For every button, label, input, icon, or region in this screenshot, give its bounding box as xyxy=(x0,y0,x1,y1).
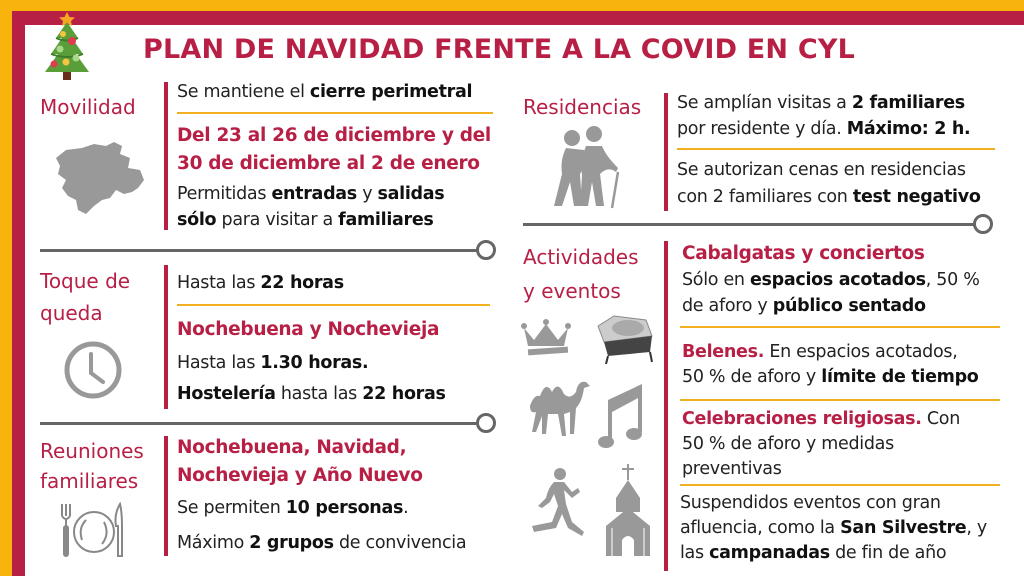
castilla-leon-map-icon xyxy=(52,140,146,218)
section-divider xyxy=(40,249,480,252)
yellow-separator xyxy=(680,484,1000,486)
movilidad-permitidas xyxy=(177,181,444,208)
text: de fin de año xyxy=(829,543,947,563)
suspendidos-line-3 xyxy=(680,540,946,567)
residencias-divider xyxy=(664,93,668,211)
reuniones-heading-1: Nochebuena, Navidad, xyxy=(177,437,407,458)
movilidad-cierre xyxy=(177,79,472,106)
bold-text: espacios acotados xyxy=(749,270,926,290)
bold-text: familiares xyxy=(338,210,434,230)
bold-text: sólo xyxy=(177,210,217,230)
movilidad-dates-1: Del 23 al 26 de diciembre y del xyxy=(177,125,491,146)
text: Sólo en xyxy=(682,270,750,290)
text: para visitar a xyxy=(216,210,339,230)
toque-hasta-130 xyxy=(177,350,368,377)
text: En espacios acotados, xyxy=(764,342,958,362)
text: Hasta las xyxy=(177,353,261,373)
text: , 50 % xyxy=(925,270,980,290)
text: Máximo xyxy=(177,533,250,553)
yellow-border-top xyxy=(0,0,1024,11)
bold-text: Máximo: 2 h. xyxy=(846,119,971,139)
bold-text: entradas xyxy=(271,184,357,204)
belenes-heading: Belenes. xyxy=(682,342,765,362)
belenes-line-1 xyxy=(682,339,957,366)
christmas-tree-icon xyxy=(36,10,98,86)
residencias-visitas xyxy=(677,90,965,117)
yellow-separator xyxy=(177,112,493,114)
cabalgatas-line-1 xyxy=(682,267,980,294)
section-label-reuniones-1: Reuniones xyxy=(40,439,144,463)
bold-text: San Silvestre xyxy=(840,518,967,538)
movilidad-divider xyxy=(164,82,168,230)
church-icon xyxy=(604,462,652,558)
bold-text: límite de tiempo xyxy=(821,367,979,387)
suspendidos-line-1: Suspendidos eventos con gran xyxy=(680,493,941,513)
bold-text: 2 grupos xyxy=(249,533,334,553)
elderly-couple-icon xyxy=(550,126,630,210)
section-label-movilidad: Movilidad xyxy=(40,95,136,119)
text: . xyxy=(403,498,409,518)
toque-hasta-22 xyxy=(177,270,344,297)
clock-icon xyxy=(63,340,123,400)
text: Se amplían visitas a xyxy=(677,93,852,113)
divider-dot xyxy=(476,413,496,433)
section-divider xyxy=(523,223,975,226)
text: Se permiten xyxy=(177,498,286,518)
celebraciones-line-2: 50 % de aforo y medidas xyxy=(682,434,894,454)
text: de aforo y xyxy=(682,296,773,316)
cabalgatas-line-2 xyxy=(682,293,926,320)
belenes-line-2 xyxy=(682,364,979,391)
toque-heading: Nochebuena y Nochevieja xyxy=(177,319,440,340)
residencias-test xyxy=(677,184,981,211)
bold-text: 22 horas xyxy=(362,384,446,404)
bold-text: salidas xyxy=(377,184,445,204)
crimson-border-left xyxy=(12,11,25,576)
text: y xyxy=(356,184,378,204)
cabalgatas-heading: Cabalgatas y conciertos xyxy=(682,243,925,264)
crimson-border-top xyxy=(12,11,1024,25)
residencias-maximo xyxy=(677,116,970,143)
reuniones-grupos xyxy=(177,530,466,557)
camel-icon xyxy=(528,376,592,440)
section-label-actividades-1: Actividades xyxy=(523,245,639,269)
music-note-icon xyxy=(598,384,646,450)
yellow-separator xyxy=(680,326,1000,328)
text: 50 % de aforo y xyxy=(682,367,822,387)
text: Con xyxy=(921,409,961,429)
text: con 2 familiares con xyxy=(677,187,853,207)
movilidad-dates-2: 30 de diciembre al 2 de enero xyxy=(177,153,480,174)
yellow-separator xyxy=(177,304,490,306)
bold-text: 22 horas xyxy=(260,273,344,293)
section-label-toque-1: Toque de xyxy=(40,269,131,293)
movilidad-solo xyxy=(177,207,434,234)
text: , y xyxy=(966,518,987,538)
yellow-border-left xyxy=(0,0,12,576)
crown-icon xyxy=(520,318,572,358)
text: hasta las xyxy=(275,384,363,404)
section-label-toque-2: queda xyxy=(40,301,103,325)
bold-text: público sentado xyxy=(772,296,926,316)
text: por residente y día. xyxy=(677,119,847,139)
yellow-separator xyxy=(677,148,995,150)
text: Se mantiene el xyxy=(177,82,310,102)
bold-text: 2 familiares xyxy=(851,93,965,113)
section-label-residencias: Residencias xyxy=(523,95,642,119)
reuniones-heading-2: Nochevieja y Año Nuevo xyxy=(177,465,423,486)
residencias-cenas: Se autorizan cenas en residencias xyxy=(677,160,966,180)
section-divider xyxy=(40,422,480,425)
divider-dot xyxy=(973,214,993,234)
reuniones-personas xyxy=(177,495,408,522)
suspendidos-line-2 xyxy=(680,515,987,542)
celebraciones-line-1 xyxy=(682,406,960,433)
divider-dot xyxy=(476,240,496,260)
toque-hosteleria xyxy=(177,381,446,408)
text: de convivencia xyxy=(333,533,467,553)
section-label-actividades-2: y eventos xyxy=(523,279,621,303)
celebraciones-line-3: preventivas xyxy=(682,459,782,479)
bold-text: 1.30 horas. xyxy=(260,353,369,373)
bold-text: campanadas xyxy=(709,543,830,563)
plate-cutlery-icon xyxy=(58,502,128,560)
bold-text: test negativo xyxy=(852,187,981,207)
yellow-separator xyxy=(680,399,1000,401)
text: las xyxy=(680,543,710,563)
nativity-icon xyxy=(594,312,654,364)
text: Hasta las xyxy=(177,273,261,293)
runner-icon xyxy=(530,466,586,548)
reuniones-divider xyxy=(164,436,168,556)
toque-divider xyxy=(164,265,168,409)
text: afluencia, como la xyxy=(680,518,841,538)
bold-text: Hostelería xyxy=(177,384,276,404)
section-label-reuniones-2: familiares xyxy=(40,469,139,493)
bold-text: cierre perimetral xyxy=(309,82,473,102)
bold-text: 10 personas xyxy=(285,498,404,518)
celebraciones-heading: Celebraciones religiosas. xyxy=(682,409,922,429)
actividades-divider xyxy=(664,241,668,571)
page-title: PLAN DE NAVIDAD FRENTE A LA COVID EN CYL xyxy=(143,34,856,65)
text: Permitidas xyxy=(177,184,272,204)
